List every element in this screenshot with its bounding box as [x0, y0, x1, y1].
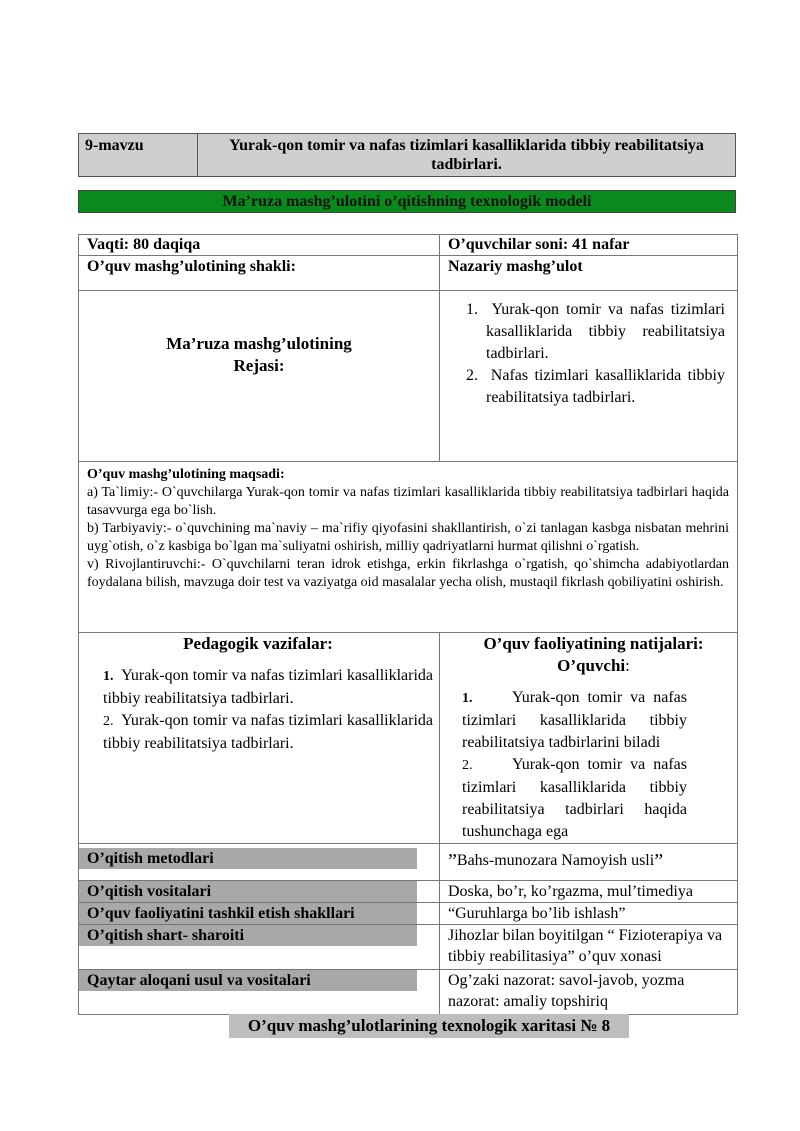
plan-list — [440, 291, 738, 462]
goal-developmental: v) Rivojlantiruvchi:- O`quvchilarni teran idrok etishga, erkin fikrlashga o`rgatish, qo`shimcha adabiyotlardan foydalana bilish, mavzuga doir test va vaziyatga oid masalalar yecha olish, mustaqil fikrlash qobiliyatini oshirish. — [87, 557, 729, 590]
forms-value: “Guruhlarga bo’lib ishlash” — [440, 903, 738, 925]
conditions-label: O’qitish shart- sharoiti — [79, 925, 417, 946]
conditions-row — [79, 925, 738, 970]
methods-label: O’qitish metodlari — [79, 848, 417, 869]
results-heading — [456, 633, 731, 677]
time-row — [79, 235, 738, 256]
pedagogical-item — [103, 665, 433, 710]
goal-educational: a) Ta`limiy:- O`quvchilarga Yurak-qon tomir va nafas tizimlari kasalliklarida tibbiy reabilitatsiya tadbirlari haqida tasavvurga ega bo`lish. — [87, 485, 729, 518]
plan-label — [79, 291, 440, 462]
forms-label-cell — [79, 903, 440, 925]
tools-label-cell — [79, 881, 440, 903]
plan-item-number: 2. — [466, 367, 478, 384]
forms-row — [79, 903, 738, 925]
topic-header — [78, 133, 736, 177]
results-item-text: Yurak-qon tomir va nafas tizimlari kasalliklarida tibbiy reabilitatsiya tadbirlari haqida tushunchaga ega — [462, 756, 688, 840]
results-item — [456, 687, 687, 754]
results-heading-title: O’quv faoliyatining natijalari: — [483, 634, 704, 653]
pedagogical-item-text: Yurak-qon tomir va nafas tizimlari kasalliklarida tibbiy reabilitatsiya tadbirlari. — [103, 667, 434, 707]
technological-map-title: O’quv mashg’ulotlarining texnologik xaritasi № 8 — [229, 1014, 629, 1038]
form-value: Nazariy mashg’ulot — [440, 256, 738, 291]
goal-upbringing: b) Tarbiyaviy:- o`quvchining ma`naviy – ma`rifiy qiyofasini shakllantirish, o`zi tanlagan kasbga nisbatan mehrini uyg`otish, o`z kasbiga bo`lgan ma`suliyatni oshirish, milliy qadriyatlarni hurmat qilishni o`rgatish. — [87, 521, 729, 554]
pedagogical-item-number: 2. — [103, 714, 114, 729]
close-quote: ” — [654, 850, 664, 872]
form-label: O’quv mashg’ulotining shakli: — [79, 256, 440, 291]
methods-label-cell — [79, 844, 440, 881]
topic-title: Yurak-qon tomir va nafas tizimlari kasalliklarida tibbiy reabilitatsiya tadbirlari. — [229, 137, 704, 173]
conditions-label-cell — [79, 925, 440, 970]
pedagogical-tasks-cell — [79, 633, 440, 844]
results-subheading: O’quvchi — [557, 656, 626, 675]
plan-item — [464, 365, 725, 409]
plan-row — [79, 291, 738, 462]
topic-number: 9-mavzu — [79, 134, 198, 176]
results-item — [456, 754, 687, 843]
tasks-results-row — [79, 633, 738, 844]
time-cell: Vaqti: 80 daqiqa — [79, 235, 440, 256]
plan-item-text: Nafas tizimlari kasalliklarida tibbiy reabilitatsiya tadbirlari. — [486, 367, 725, 406]
conditions-value: Jihozlar bilan boyitilgan “ Fizioterapiya va tibbiy reabilitasiya” o’quv xonasi — [440, 925, 738, 970]
goals-row — [79, 462, 738, 633]
pedagogical-item-number: 1. — [103, 669, 114, 684]
plan-item — [464, 299, 725, 365]
pedagogical-item — [103, 710, 433, 755]
feedback-value: Og’zaki nazorat: savol-javob, yozma nazorat: amaliy topshiriq — [440, 970, 738, 1015]
open-quote: ” — [448, 850, 457, 872]
goals-heading: O’quv mashg’ulotining maqsadi: — [87, 467, 285, 482]
model-title-bar: Ma’ruza mashg’ulotini o’qitishning texnologik modeli — [78, 190, 736, 213]
tools-value: Doska, bo’r, ko’rgazma, mul’timediya — [440, 881, 738, 903]
results-colon: : — [625, 656, 630, 675]
plan-label-line2: Rejasi: — [233, 356, 285, 375]
tools-row — [79, 881, 738, 903]
forms-label: O’quv faoliyatini tashkil etish shakllari — [79, 903, 417, 924]
feedback-label: Qaytar aloqani usul va vositalari — [79, 970, 417, 991]
plan-label-line1: Ma’ruza mashg’ulotining — [166, 334, 352, 353]
pedagogical-item-text: Yurak-qon tomir va nafas tizimlari kasalliklarida tibbiy reabilitatsiya tadbirlari. — [103, 712, 434, 752]
results-item-number: 2. — [462, 758, 473, 773]
tools-label: O’qitish vositalari — [79, 881, 417, 902]
pedagogical-heading: Pedagogik vazifalar: — [183, 634, 333, 653]
results-item-text: Yurak-qon tomir va nafas tizimlari kasalliklarida tibbiy reabilitatsiya tadbirlarini biladi — [462, 689, 688, 751]
feedback-label-cell — [79, 970, 440, 1015]
plan-item-number: 1. — [466, 301, 478, 318]
students-cell: O’quvchilar soni: 41 nafar — [440, 235, 738, 256]
learning-results-cell — [440, 633, 738, 844]
methods-value-cell — [440, 844, 738, 881]
methods-row — [79, 844, 738, 881]
goals-cell — [79, 462, 738, 633]
methods-value: Bahs-munozara Namoyish usli — [456, 852, 655, 869]
plan-item-text: Yurak-qon tomir va nafas tizimlari kasalliklarida tibbiy reabilitatsiya tadbirlari. — [486, 301, 725, 362]
form-row — [79, 256, 738, 291]
feedback-row — [79, 970, 738, 1015]
lesson-model-table — [78, 234, 738, 1015]
results-item-number: 1. — [462, 691, 473, 706]
